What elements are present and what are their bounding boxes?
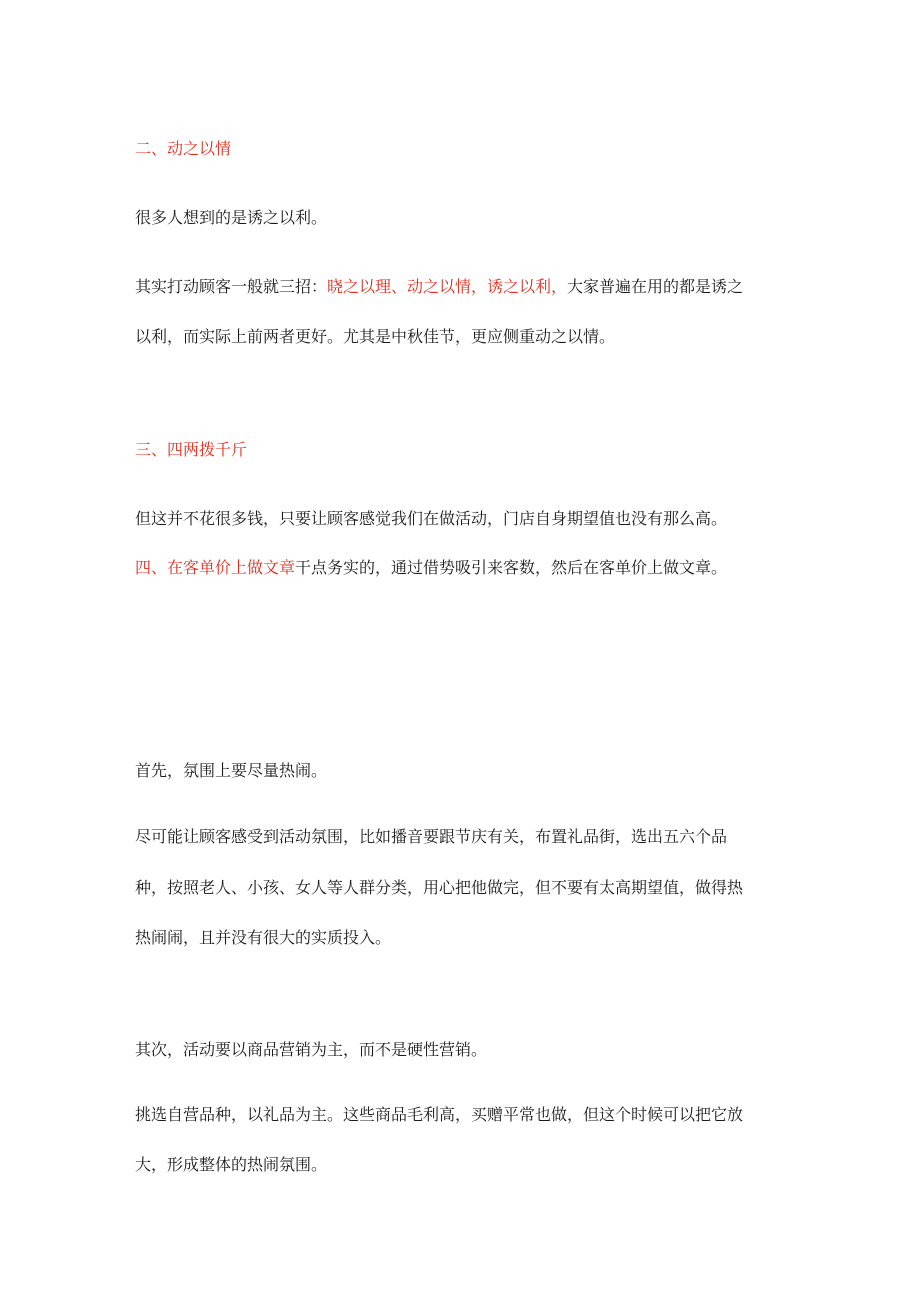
text-run: 大家普遍在用的都是诱之 xyxy=(567,277,744,296)
section-heading-2: 二、动之以情 xyxy=(135,139,232,158)
paragraph-title: 首先，氛围上要尽量热闹。 xyxy=(135,761,328,780)
paragraph-title: 其次，活动要以商品营销为主，而不是硬性营销。 xyxy=(135,1040,488,1059)
highlighted-text-run: 晓之以理、动之以情，诱之以利， xyxy=(327,277,568,296)
paragraph-line: 以利，而实际上前两者更好。尤其是中秋佳节，更应侧重动之以情。 xyxy=(135,327,616,346)
paragraph-line: 挑选自营品种，以礼品为主。这些商品毛利高，买赠平常也做，但这个时候可以把它放 xyxy=(135,1105,744,1124)
paragraph-line xyxy=(135,276,743,298)
paragraph: 但这并不花很多钱，只要让顾客感觉我们在做活动，门店自身期望值也没有那么高。 xyxy=(135,509,728,528)
section-heading-3: 三、四两拨千斤 xyxy=(135,440,248,459)
text-run: 干点务实的，通过借势吸引来客数，然后在客单价上做文章。 xyxy=(295,558,728,577)
section-heading-4: 四、在客单价上做文章 xyxy=(135,558,296,577)
paragraph-line: 种，按照老人、小孩、女人等人群分类，用心把他做完，但不要有太高期望值，做得热 xyxy=(135,878,744,897)
paragraph: 很多人想到的是诱之以利。 xyxy=(135,208,328,227)
paragraph-line: 热闹闹，且并没有很大的实质投入。 xyxy=(135,928,392,947)
paragraph-line: 大，形成整体的热闹氛围。 xyxy=(135,1155,328,1174)
text-run: 其实打动顾客一般就三招： xyxy=(135,277,328,296)
paragraph-line xyxy=(135,557,727,579)
paragraph-line: 尽可能让顾客感受到活动氛围，比如播音要跟节庆有关，布置礼品街，选出五六个品 xyxy=(135,827,728,846)
